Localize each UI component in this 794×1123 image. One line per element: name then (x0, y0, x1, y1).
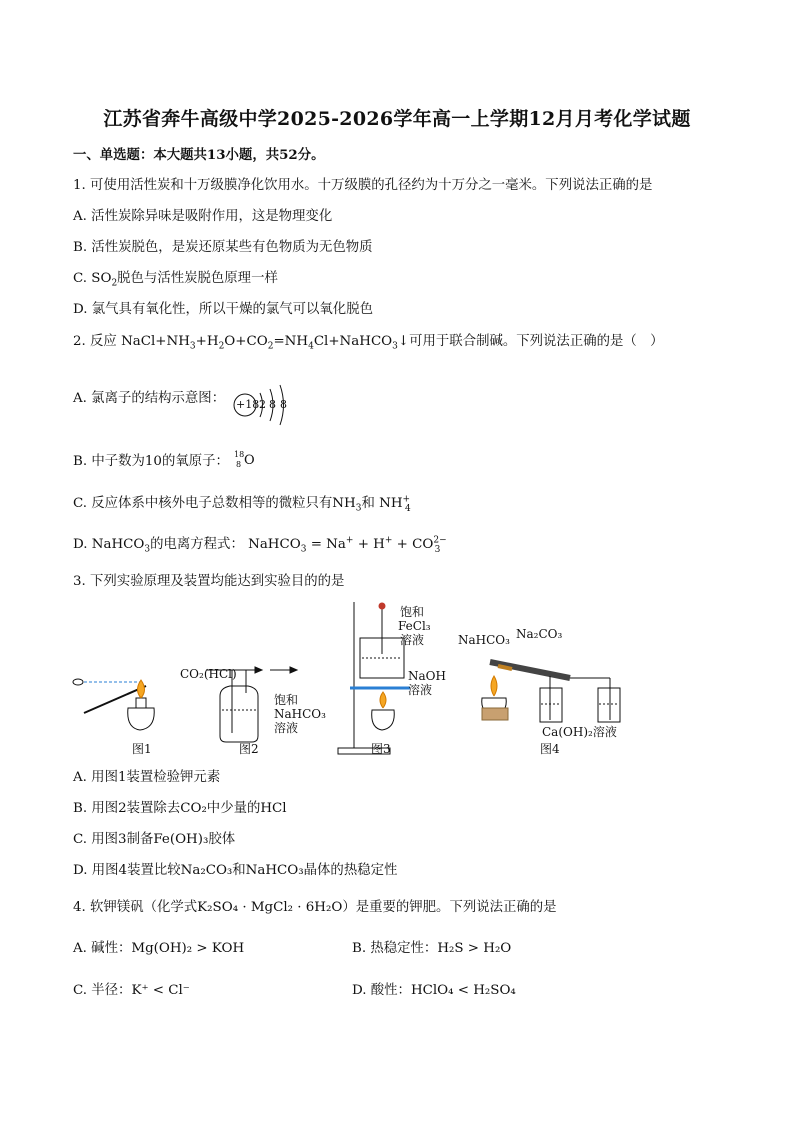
chloride-ion-diagram (228, 383, 296, 431)
fig2-sol-2: NaHCO₃ (274, 707, 326, 721)
q3-option-a: A. 用图1装置检验钾元素 (73, 770, 221, 785)
fig3-naoh-1: NaOH (408, 669, 446, 683)
atom-shell-2: 8 (269, 398, 276, 411)
fig3-naoh-2: 溶液 (408, 683, 433, 697)
fig4-na2co3: Na₂CO₃ (516, 627, 563, 641)
page-title: 江苏省奔牛高级中学2025-2026学年高一上学期12月月考化学试题 (103, 108, 691, 130)
atom-nucleus: +18 (236, 398, 260, 411)
fig4-nahco3: NaHCO₃ (458, 633, 510, 647)
q3-option-c: C. 用图3制备Fe(OH)₃胶体 (73, 832, 236, 847)
fig2-label: 图2 (239, 742, 259, 756)
q1-option-c: C. $SO_2$脱色与活性炭脱色原理一样 (73, 271, 278, 289)
fig3-top-1: 饱和 (400, 605, 425, 619)
fig1-label: 图1 (132, 742, 152, 756)
fig2-sol-3: 溶液 (274, 721, 299, 735)
fig2-gas-label: CO₂(HCl) (180, 667, 237, 681)
fig4-label: 图4 (540, 742, 560, 756)
q3-stem: 3. 下列实验原理及装置均能达到实验目的的是 (73, 574, 345, 589)
atom-shell-1: 2 (259, 398, 266, 411)
q1-option-d: D. 氯气具有氧化性，所以干燥的氯气可以氧化脱色 (73, 302, 373, 317)
fig3-label: 图3 (371, 742, 391, 756)
fig3-top-2: FeCl₃ (398, 619, 431, 633)
q2-stem: 2. 反应 $NaCl+NH_3+H_2O+CO_2=NH_4Cl+NaHCO_3↓$可用于联合制碱。下列说法正确的是（ ） (73, 334, 664, 352)
apparatus-figures (70, 598, 630, 763)
q3-option-d: D. 用图4装置比较Na₂CO₃和NaHCO₃晶体的热稳定性 (73, 863, 398, 878)
q2-option-c: C. 反应体系中核外电子总数相等的微粒只有$NH_3$和 $NH^+_4$ (73, 494, 411, 514)
q2-option-d: D. NaHCO$_3$的电离方程式： NaHCO$_3$ = $Na^+ + H^+ + CO^{2-}_3$ (73, 535, 447, 555)
q2-option-a: A. 氯离子的结构示意图： (73, 391, 226, 406)
q4-option-d: D. 酸性：HClO₄ < H₂SO₄ (352, 983, 516, 998)
fig4-caoh2: Ca(OH)₂溶液 (542, 725, 617, 739)
q1-option-b: B. 活性炭脱色，是炭还原某些有色物质为无色物质 (73, 240, 373, 255)
q3-option-b: B. 用图2装置除去CO₂中少量的HCl (73, 801, 287, 816)
atom-shell-3: 8 (280, 398, 287, 411)
section-heading: 一、单选题：本大题共13小题，共52分。 (73, 147, 325, 163)
q4-option-c: C. 半径：K⁺ < Cl⁻ (73, 983, 190, 998)
q1-option-a: A. 活性炭除异味是吸附作用，这是物理变化 (73, 209, 333, 224)
oxygen-isotope: 18 8 O (234, 450, 255, 469)
q4-option-a: A. 碱性：Mg(OH)₂ > KOH (73, 941, 245, 956)
q1-stem: 1. 可使用活性炭和十万级膜净化饮用水。十万级膜的孔径约为十万分之一毫米。下列说法正确的是 (73, 178, 653, 193)
fig2-sol-1: 饱和 (274, 693, 299, 707)
fig3-top-3: 溶液 (400, 633, 425, 647)
q4-option-b: B. 热稳定性：H₂S > H₂O (352, 941, 512, 956)
q2-option-b: B. 中子数为10的氧原子： (73, 454, 229, 469)
q4-stem: 4. 软钾镁矾（化学式K₂SO₄ · MgCl₂ · 6H₂O）是重要的钾肥。下列说法正确的是 (73, 900, 557, 915)
